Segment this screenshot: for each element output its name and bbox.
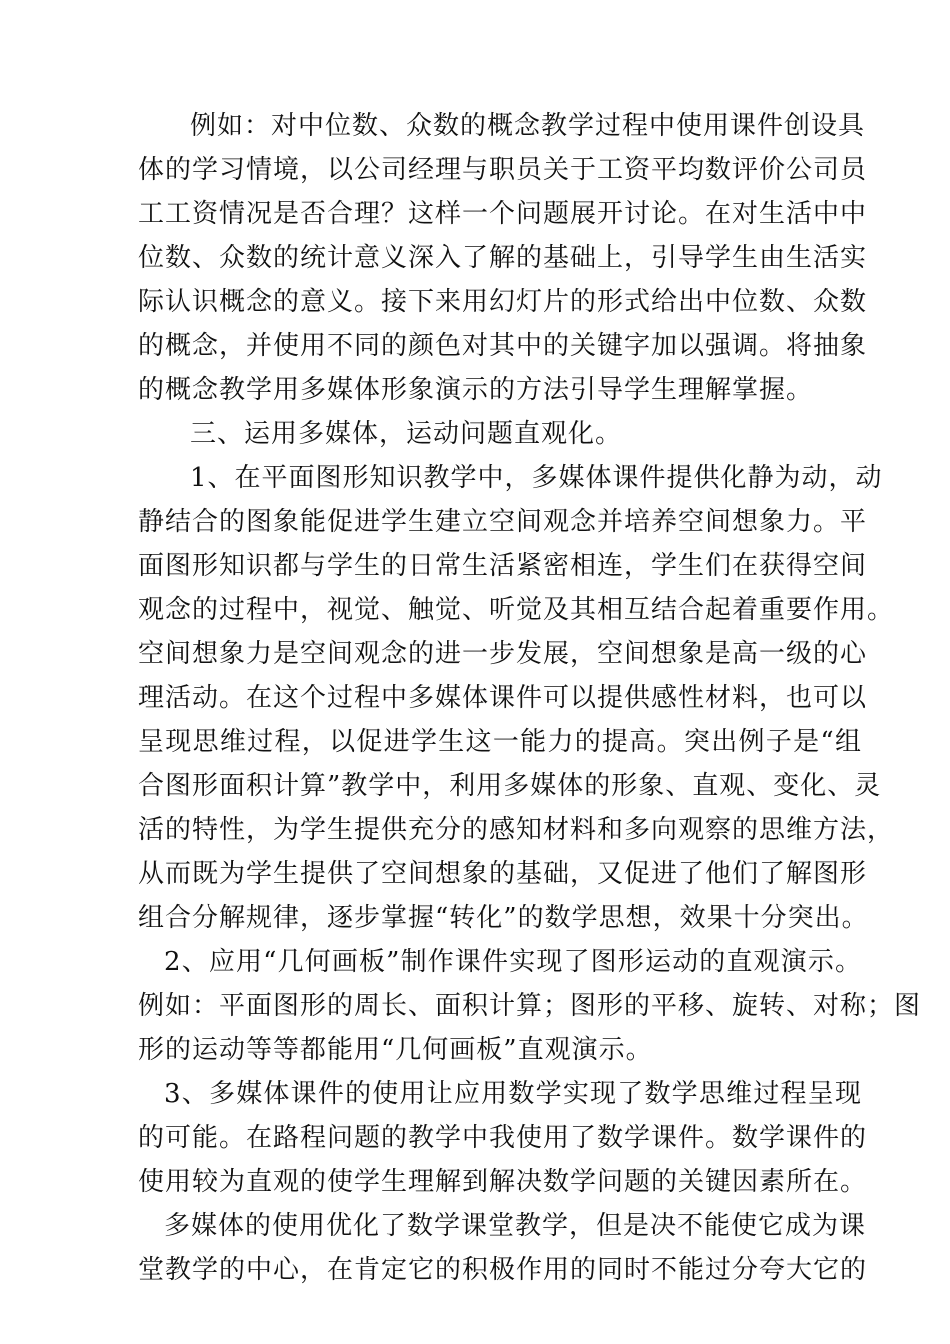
paragraph-line: 体的学习情境，以公司经理与职员关于工资平均数评价公司员: [138, 155, 868, 185]
paragraph-line: 1、在平面图形知识教学中，多媒体课件提供化静为动，动: [190, 463, 883, 493]
paragraph-line: 呈现思维过程，以促进学生这一能力的提高。突出例子是“组: [138, 727, 862, 757]
paragraph-line: 使用较为直观的使学生理解到解决数学问题的关键因素所在。: [138, 1167, 868, 1197]
paragraph-line: 合图形面积计算”教学中，利用多媒体的形象、直观、变化、灵: [138, 771, 882, 801]
paragraph-line: 的概念，并使用不同的颜色对其中的关键字加以强调。将抽象: [138, 331, 868, 361]
paragraph-line: 的概念教学用多媒体形象演示的方法引导学生理解掌握。: [138, 375, 814, 405]
paragraph-line: 组合分解规律，逐步掌握“转化”的数学思想，效果十分突出。: [138, 903, 869, 933]
paragraph-line: 从而既为学生提供了空间想象的基础，又促进了他们了解图形: [138, 859, 868, 889]
paragraph-line: 位数、众数的统计意义深入了解的基础上，引导学生由生活实: [138, 243, 868, 273]
paragraph-line: 例如：对中位数、众数的概念教学过程中使用课件创设具: [190, 111, 866, 141]
paragraph-line: 例如：平面图形的周长、面积计算；图形的平移、旋转、对称；图: [138, 991, 922, 1021]
paragraph-line: 堂教学的中心，在肯定它的积极作用的同时不能过分夸大它的: [138, 1255, 868, 1285]
paragraph-line: 的可能。在路程问题的教学中我使用了数学课件。数学课件的: [138, 1123, 868, 1153]
paragraph-line: 际认识概念的意义。接下来用幻灯片的形式给出中位数、众数: [138, 287, 868, 317]
paragraph-line: 静结合的图象能促进学生建立空间观念并培养空间想象力。平: [138, 507, 868, 537]
paragraph-line: 活的特性，为学生提供充分的感知材料和多向观察的思维方法，: [138, 815, 895, 845]
paragraph-line: 面图形知识都与学生的日常生活紧密相连，学生们在获得空间: [138, 551, 868, 581]
paragraph-line: 工工资情况是否合理？这样一个问题展开讨论。在对生活中中: [138, 199, 868, 229]
paragraph-line: 空间想象力是空间观念的进一步发展，空间想象是高一级的心: [138, 639, 868, 669]
section-heading: 三、运用多媒体，运动问题直观化。: [190, 419, 623, 449]
paragraph-line: 观念的过程中，视觉、触觉、听觉及其相互结合起着重要作用。: [138, 595, 895, 625]
paragraph-line: 多媒体的使用优化了数学课堂教学，但是决不能使它成为课: [164, 1211, 867, 1241]
paragraph-line: 2、应用“几何画板”制作课件实现了图形运动的直观演示。: [164, 947, 862, 977]
paragraph-line: 3、多媒体课件的使用让应用数学实现了数学思维过程呈现: [164, 1079, 862, 1109]
paragraph-line: 理活动。在这个过程中多媒体课件可以提供感性材料，也可以: [138, 683, 868, 713]
paragraph-line: 形的运动等等都能用“几何画板”直观演示。: [138, 1035, 653, 1065]
